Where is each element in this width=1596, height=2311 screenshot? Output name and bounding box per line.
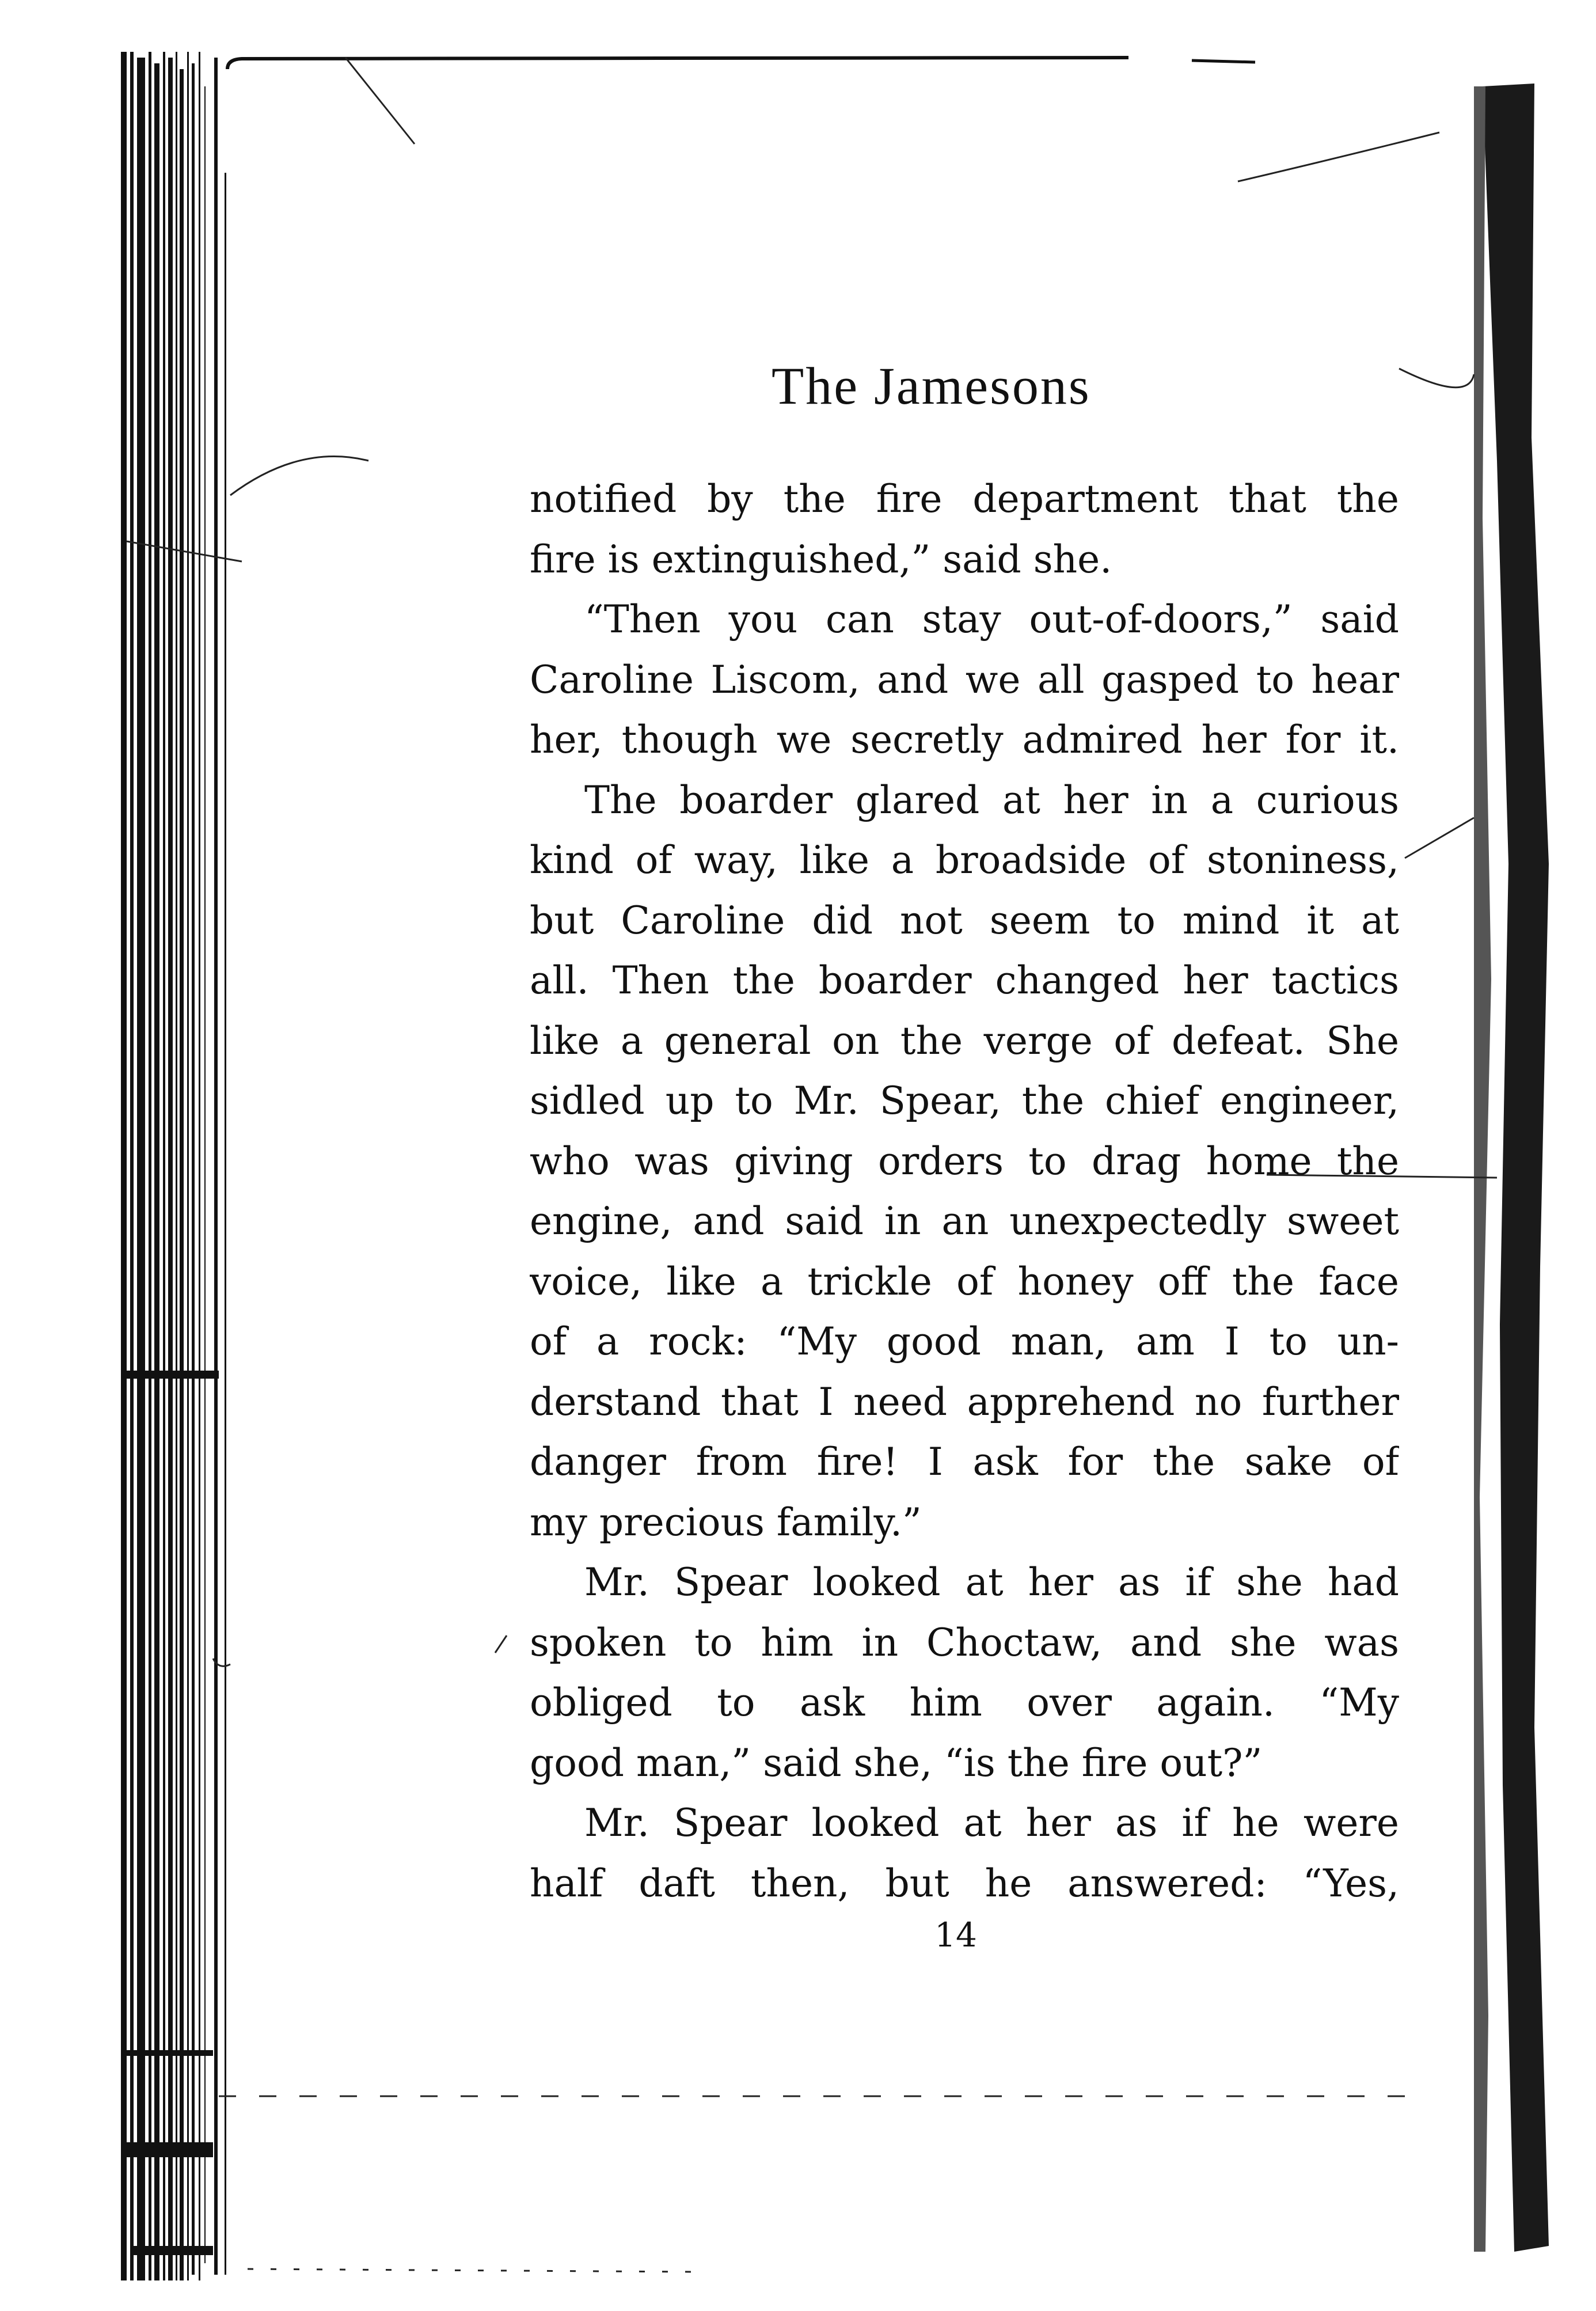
- text-line: notified by the fire department that the: [530, 477, 1399, 521]
- running-head: The Jamesons: [772, 356, 1091, 415]
- text-line: my precious family.”: [530, 1500, 922, 1545]
- text-line: fire is extinguished,” said she.: [530, 537, 1112, 582]
- text-line: The boarder glared at her in a curious: [584, 777, 1399, 822]
- text-line: “Then you can stay out-of-doors,” said: [584, 597, 1399, 642]
- text-line: half daft then, but he answered: “Yes,: [530, 1861, 1399, 1906]
- binding-edge: [121, 52, 226, 2280]
- text-line: like a general on the verge of defeat. She: [530, 1018, 1399, 1063]
- text-line: sidled up to Mr. Spear, the chief engineer,: [530, 1079, 1399, 1123]
- text-line: voice, like a trickle of honey off the face: [530, 1259, 1399, 1304]
- page-number: 14: [934, 1915, 977, 1955]
- text-line: but Caroline did not seem to mind it at: [530, 898, 1399, 943]
- right-page-edge: [1474, 84, 1549, 2252]
- text-line: who was giving orders to drag home the: [530, 1139, 1399, 1183]
- text-line: all. Then the boarder changed her tactics: [530, 958, 1399, 1003]
- text-line: danger from fire! I ask for the sake of: [530, 1440, 1399, 1484]
- text-line: good man,” said she, “is the fire out?”: [530, 1740, 1263, 1785]
- text-line: of a rock: “My good man, am I to un-: [530, 1319, 1399, 1364]
- text-line: Caroline Liscom, and we all gasped to hear: [530, 657, 1399, 702]
- text-line: engine, and said in an unexpectedly sweet: [530, 1199, 1399, 1243]
- text-line: her, though we secretly admired her for it.: [530, 718, 1399, 762]
- text-line: obliged to ask him over again. “My: [530, 1680, 1399, 1725]
- text-line: kind of way, like a broadside of stoniness,: [530, 838, 1399, 882]
- text-line: Mr. Spear looked at her as if he were: [584, 1801, 1399, 1845]
- text-line: derstand that I need apprehend no further: [530, 1379, 1399, 1424]
- text-line: Mr. Spear looked at her as if she had: [584, 1560, 1399, 1604]
- text-line: spoken to him in Choctaw, and she was: [530, 1620, 1399, 1665]
- body-text: [530, 469, 1399, 1906]
- top-rule: [227, 58, 1255, 69]
